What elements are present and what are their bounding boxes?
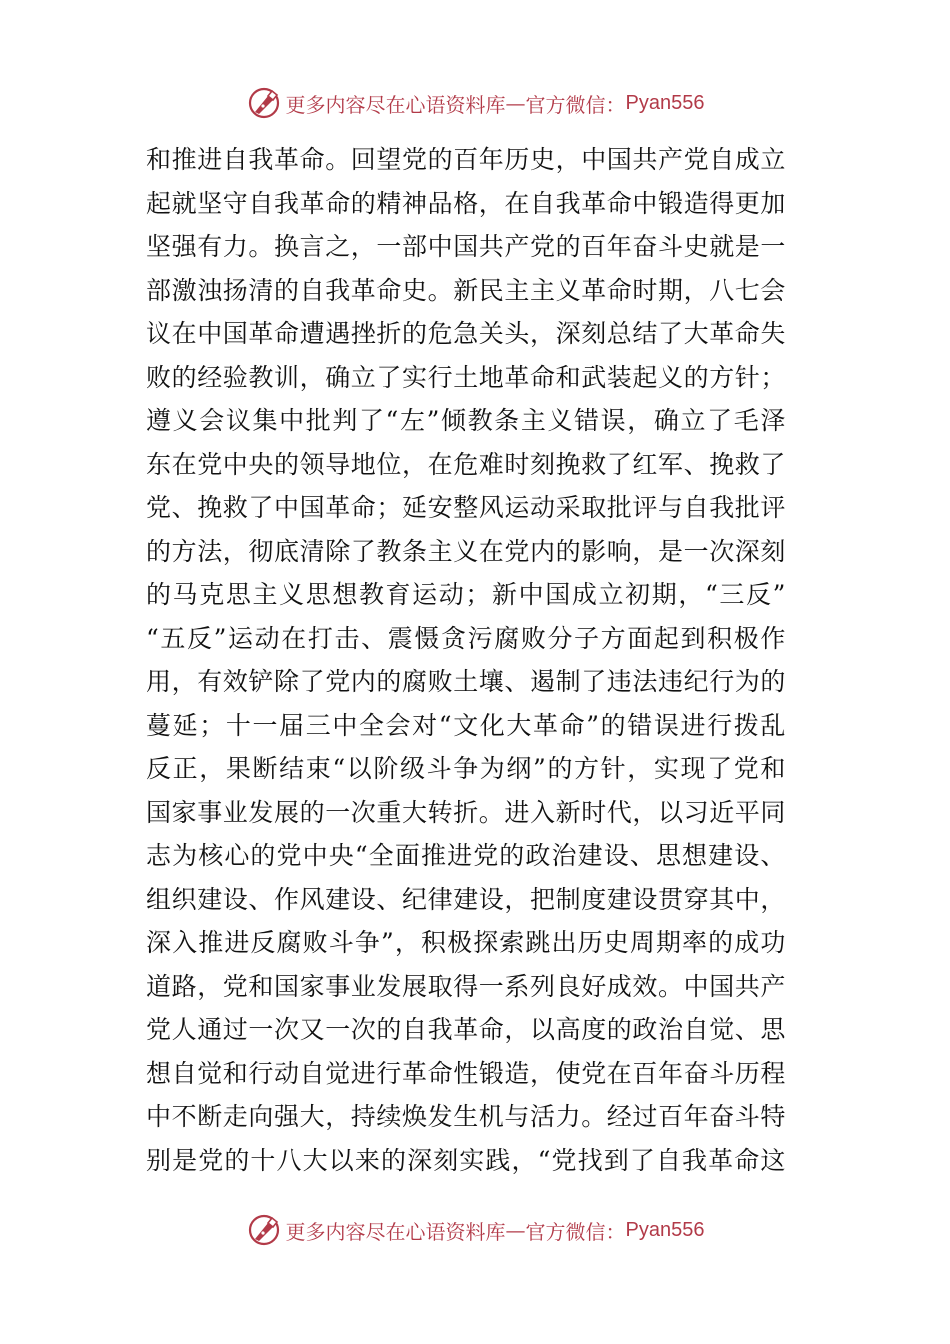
pen-nib-logo-icon [246, 1212, 282, 1248]
text-line: 深入推进反腐败斗争”，积极探索跳出历史周期率的成功 [146, 928, 786, 957]
text-line: 遵义会议集中批判了“左”倾教条主义错误，确立了毛泽 [146, 406, 786, 435]
banner-wechat-label: 官方微信： [525, 92, 626, 117]
text-line: 想自觉和行动自觉进行革命性锻造，使党在百年奋斗历程 [146, 1058, 787, 1088]
text-line: 党、挽救了中国革命；延安整风运动采取批评与自我批评 [146, 493, 787, 522]
text-line: 的马克思主义思想教育运动；新中国成立初期，“三反” [146, 580, 786, 609]
text-line: 议在中国革命遭遇挫折的危急关头，深刻总结了大革命失 [146, 319, 787, 348]
text-line: 败的经验教训，确立了实行土地革命和武装起义的方针； [146, 362, 787, 392]
banner-wechat-label: 官方微信： [525, 1219, 626, 1244]
text-line: 起就坚守自我革命的精神品格，在自我革命中锻造得更加 [146, 188, 787, 218]
banner-dash: — [505, 1218, 526, 1242]
text-line: 坚强有力。换言之，一部中国共产党的百年奋斗史就是一 [146, 232, 787, 261]
text-line: 道路，党和国家事业发展取得一系列良好成效。中国共产 [146, 971, 787, 1001]
text-line: 用，有效铲除了党内的腐败土壤、遏制了违法违纪行为的 [146, 667, 787, 696]
text-line: 的方法，彻底清除了教条主义在党内的影响，是一次深刻 [146, 536, 787, 566]
text-line: 志为核心的党中央“全面推进党的政治建设、思想建设、 [146, 841, 786, 870]
text-line: 国家事业发展的一次重大转折。进入新时代，以习近平同 [146, 797, 787, 827]
pen-nib-logo-icon [246, 85, 282, 121]
text-line: 部激浊扬清的自我革命史。新民主主义革命时期，八七会 [146, 275, 787, 305]
text-line: “五反”运动在打击、震慑贪污腐败分子方面起到积极作 [146, 623, 786, 653]
text-line: 蔓延；十一届三中全会对“文化大革命”的错误进行拨乱 [146, 710, 786, 740]
text-line: 别是党的十八大以来的深刻实践，“党找到了自我革命这 [146, 1145, 786, 1175]
text-line: 和推进自我革命。回望党的百年历史，中国共产党自成立 [146, 145, 787, 174]
banner-wechat-id: Pyan556 [625, 1218, 705, 1241]
banner-text: 更多内容尽在心语资料库 [285, 92, 506, 117]
header-banner [0, 83, 950, 123]
text-line: 中不断走向强大，持续焕发生机与活力。经过百年奋斗特 [146, 1102, 787, 1131]
footer-banner [0, 1210, 950, 1250]
banner-dash: — [505, 91, 526, 115]
text-line: 组织建设、作风建设、纪律建设，把制度建设贯穿其中， [146, 884, 787, 914]
text-line: 反正，果断结束“以阶级斗争为纲”的方针，实现了党和 [146, 754, 786, 783]
banner-text: 更多内容尽在心语资料库 [285, 1219, 506, 1244]
document-body [146, 138, 786, 1182]
text-line: 党人通过一次又一次的自我革命，以高度的政治自觉、思 [146, 1015, 787, 1044]
banner-wechat-id: Pyan556 [625, 91, 705, 114]
text-line: 东在党中央的领导地位，在危难时刻挽救了红军、挽救了 [146, 449, 787, 479]
